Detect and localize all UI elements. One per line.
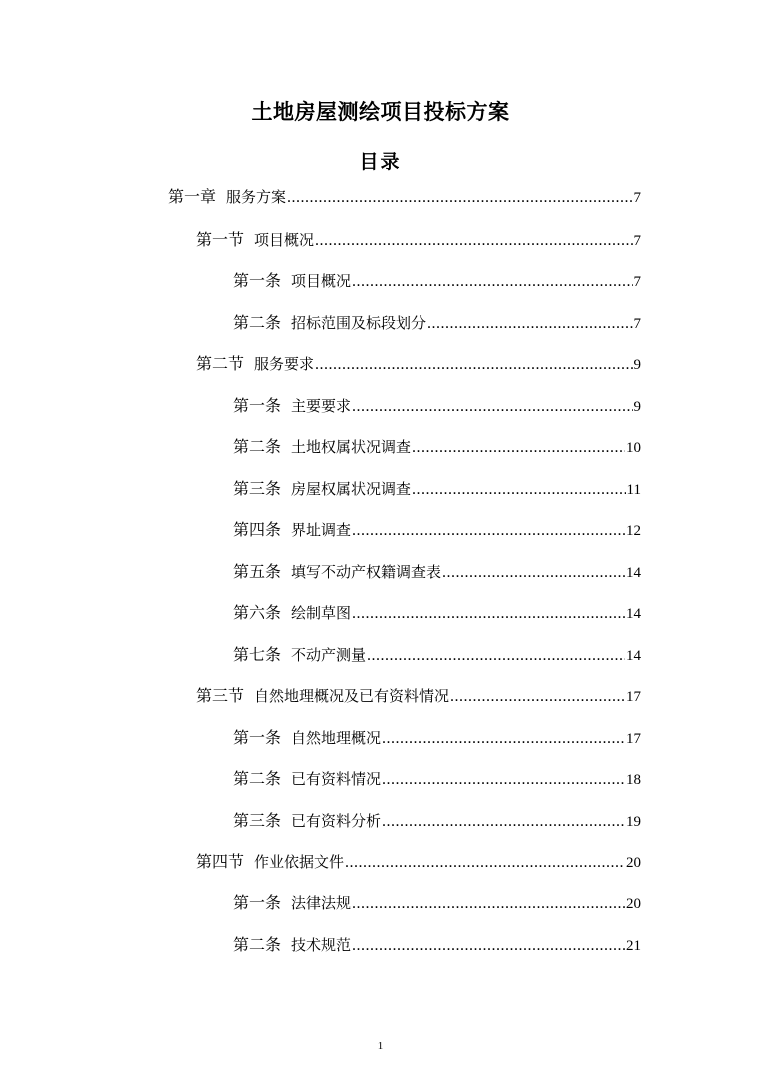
toc-entry-number: 第三条 [233, 479, 282, 498]
page-number: 1 [377, 1040, 384, 1052]
toc-entry[interactable] [233, 518, 641, 542]
toc-entry-page: 17 [626, 731, 641, 747]
toc-heading: 目录 [359, 151, 402, 173]
toc-entry-title: 法律法规 [291, 894, 352, 912]
toc-entry-number: 第六条 [233, 603, 282, 622]
toc-entry-number: 第三条 [233, 811, 282, 830]
toc-entry-number: 第一条 [233, 893, 282, 912]
toc-entry-number: 第一章 [168, 187, 217, 206]
toc-entry-number: 第三节 [196, 686, 245, 705]
toc-leader-dots [382, 768, 625, 792]
toc-leader-dots [427, 312, 632, 336]
toc-entry-title: 已有资料分析 [291, 812, 382, 830]
toc-entry-page: 12 [626, 523, 641, 539]
toc-leader-dots [382, 727, 625, 751]
toc-entry-page: 14 [626, 648, 641, 664]
toc-entry-title: 项目概况 [291, 272, 352, 290]
toc-entry-number: 第一条 [233, 271, 282, 290]
toc-entry-number: 第二条 [233, 935, 282, 954]
toc-entry[interactable] [233, 767, 641, 791]
toc-entry[interactable] [196, 352, 641, 376]
toc-entry[interactable] [233, 601, 641, 625]
toc-leader-dots [352, 934, 625, 958]
toc-leader-dots [352, 892, 625, 916]
toc-entry-title: 项目概况 [254, 231, 315, 249]
toc-entry[interactable] [233, 311, 641, 335]
toc-entry-page: 14 [626, 565, 641, 581]
toc-entry[interactable] [233, 560, 641, 584]
toc-entry-title: 填写不动产权籍调查表 [291, 563, 442, 581]
toc-entry-page: 11 [626, 482, 641, 498]
toc-entry-page: 14 [626, 606, 641, 622]
toc-entry-number: 第七条 [233, 645, 282, 664]
toc-entry-number: 第二节 [196, 354, 245, 373]
toc-entry[interactable] [196, 684, 641, 708]
toc-entry-page: 7 [633, 190, 641, 206]
toc-entry[interactable] [233, 477, 641, 501]
toc-leader-dots [352, 602, 625, 626]
toc-entry-title: 作业依据文件 [254, 853, 345, 871]
toc-leader-dots [367, 644, 625, 668]
toc-entry[interactable] [233, 809, 641, 833]
toc-entry[interactable] [233, 435, 641, 459]
toc-leader-dots [382, 810, 625, 834]
toc-entry-title: 土地权属状况调查 [291, 438, 412, 456]
toc-entry-number: 第二条 [233, 313, 282, 332]
toc-entry[interactable] [168, 185, 641, 209]
toc-entry-number: 第二条 [233, 437, 282, 456]
toc-entry[interactable] [233, 726, 641, 750]
toc-entry[interactable] [233, 394, 641, 418]
toc-entry-title: 主要要求 [291, 397, 352, 415]
toc-entry-number: 第一条 [233, 728, 282, 747]
toc-entry-number: 第五条 [233, 562, 282, 581]
toc-entry-number: 第一条 [233, 396, 282, 415]
toc-entry[interactable] [233, 891, 641, 915]
toc-entry-page: 7 [633, 233, 641, 249]
toc-entry-page: 18 [626, 772, 641, 788]
toc-entry-page: 9 [633, 357, 641, 373]
toc-entry-number: 第二条 [233, 769, 282, 788]
toc-entry-title: 招标范围及标段划分 [291, 314, 427, 332]
toc-leader-dots [345, 851, 625, 875]
toc-entry-title: 技术规范 [291, 936, 352, 954]
toc-entry-title: 不动产测量 [291, 646, 367, 664]
toc-leader-dots [412, 436, 625, 460]
toc-entry-page: 19 [626, 814, 641, 830]
toc-leader-dots [315, 229, 632, 253]
toc-entry-page: 20 [626, 896, 641, 912]
toc-leader-dots [450, 685, 625, 709]
toc-entry[interactable] [233, 643, 641, 667]
toc-leader-dots [442, 561, 625, 585]
toc-entry[interactable] [233, 933, 641, 957]
toc-leader-dots [412, 478, 626, 502]
toc-entry[interactable] [196, 228, 641, 252]
toc-entry-title: 自然地理概况及已有资料情况 [254, 687, 450, 705]
toc-leader-dots [352, 270, 632, 294]
document-title: 土地房屋测绘项目投标方案 [251, 100, 510, 124]
toc-leader-dots [352, 519, 625, 543]
toc-entry-title: 服务要求 [254, 355, 315, 373]
toc-entry-page: 7 [633, 316, 641, 332]
toc-entry-page: 7 [633, 274, 641, 290]
toc-entry-title: 房屋权属状况调查 [291, 480, 412, 498]
toc-leader-dots [352, 395, 632, 419]
toc-leader-dots [315, 353, 632, 377]
toc-entry-page: 10 [626, 440, 641, 456]
toc-entry-number: 第四节 [196, 852, 245, 871]
toc-entry-title: 界址调查 [291, 521, 352, 539]
toc-entry-page: 21 [626, 938, 641, 954]
toc-entry-title: 绘制草图 [291, 604, 352, 622]
toc-entry[interactable] [196, 850, 641, 874]
toc-entry-title: 已有资料情况 [291, 770, 382, 788]
toc-entry-page: 9 [633, 399, 641, 415]
toc-entry[interactable] [233, 269, 641, 293]
toc-entry-title: 自然地理概况 [291, 729, 382, 747]
toc-entry-page: 17 [626, 689, 641, 705]
toc-entry-page: 20 [626, 855, 641, 871]
toc-entry-number: 第一节 [196, 230, 245, 249]
toc-entry-number: 第四条 [233, 520, 282, 539]
toc-leader-dots [287, 186, 632, 210]
toc-entry-title: 服务方案 [226, 188, 287, 206]
